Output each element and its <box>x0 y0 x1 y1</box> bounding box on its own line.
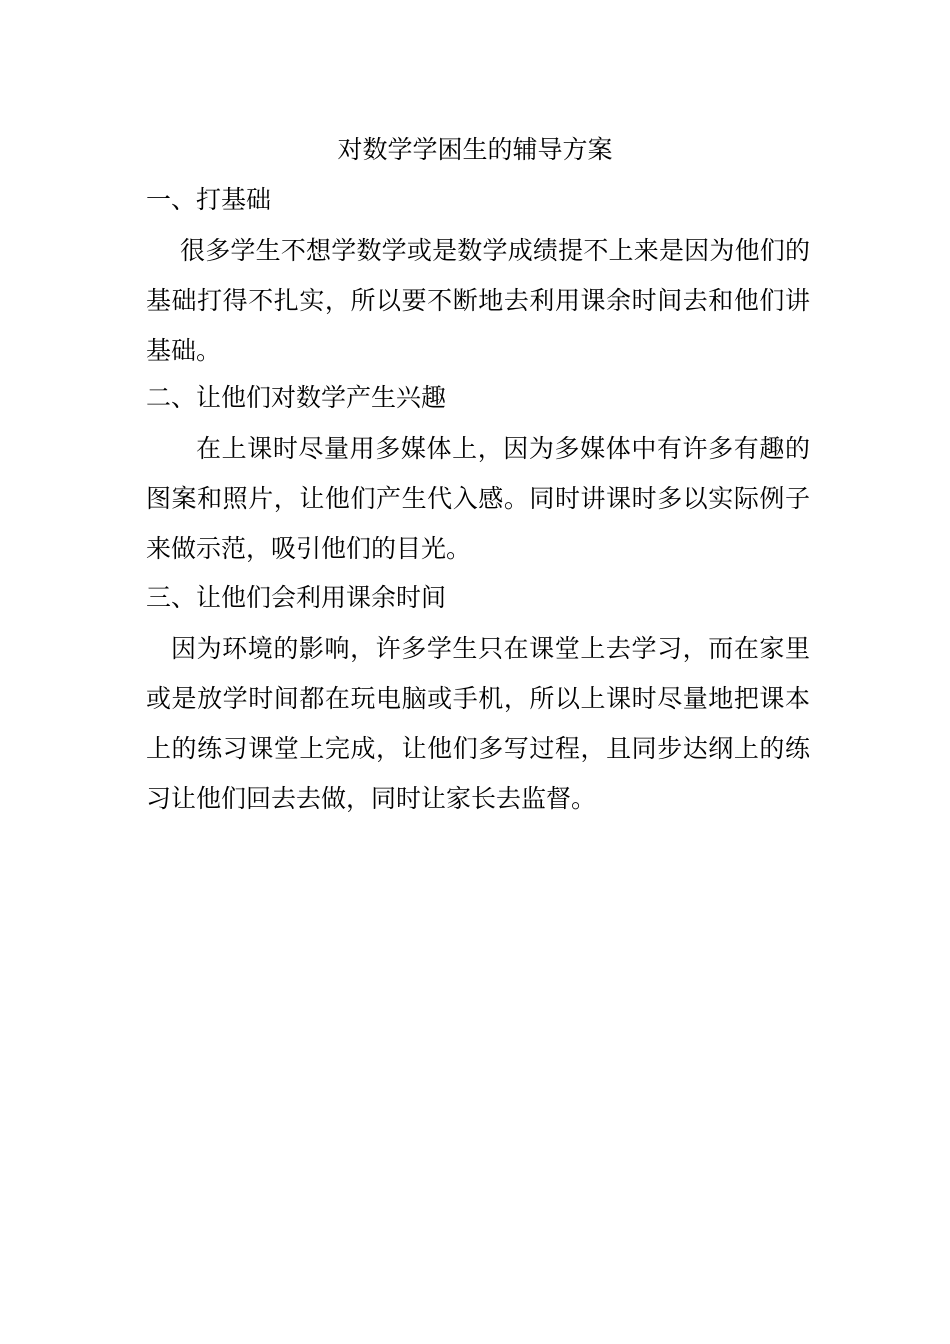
section-body-2: 在上课时尽量用多媒体上，因为多媒体中有许多有趣的图案和照片，让他们产生代入感。同时讲课时多以实际例子来做示范，吸引他们的目光。 <box>146 434 810 563</box>
section-heading-1: 一、打基础 <box>146 185 272 214</box>
document-title: 对数学学困生的辅导方案 <box>337 135 613 164</box>
section-body-1: 很多学生不想学数学或是数学成绩提不上来是因为他们的基础打得不扎实，所以要不断地去利用课余时间去和他们讲基础。 <box>146 236 810 365</box>
section-heading-3: 三、让他们会利用课余时间 <box>146 583 447 612</box>
section-heading-2: 二、让他们对数学产生兴趣 <box>146 383 447 412</box>
section-body-3: 因为环境的影响，许多学生只在课堂上去学习，而在家里或是放学时间都在玩电脑或手机，所以上课时尽量地把课本上的练习课堂上完成，让他们多写过程，且同步达纲上的练习让他们回去去做，同时让家长去监督。 <box>146 634 810 813</box>
